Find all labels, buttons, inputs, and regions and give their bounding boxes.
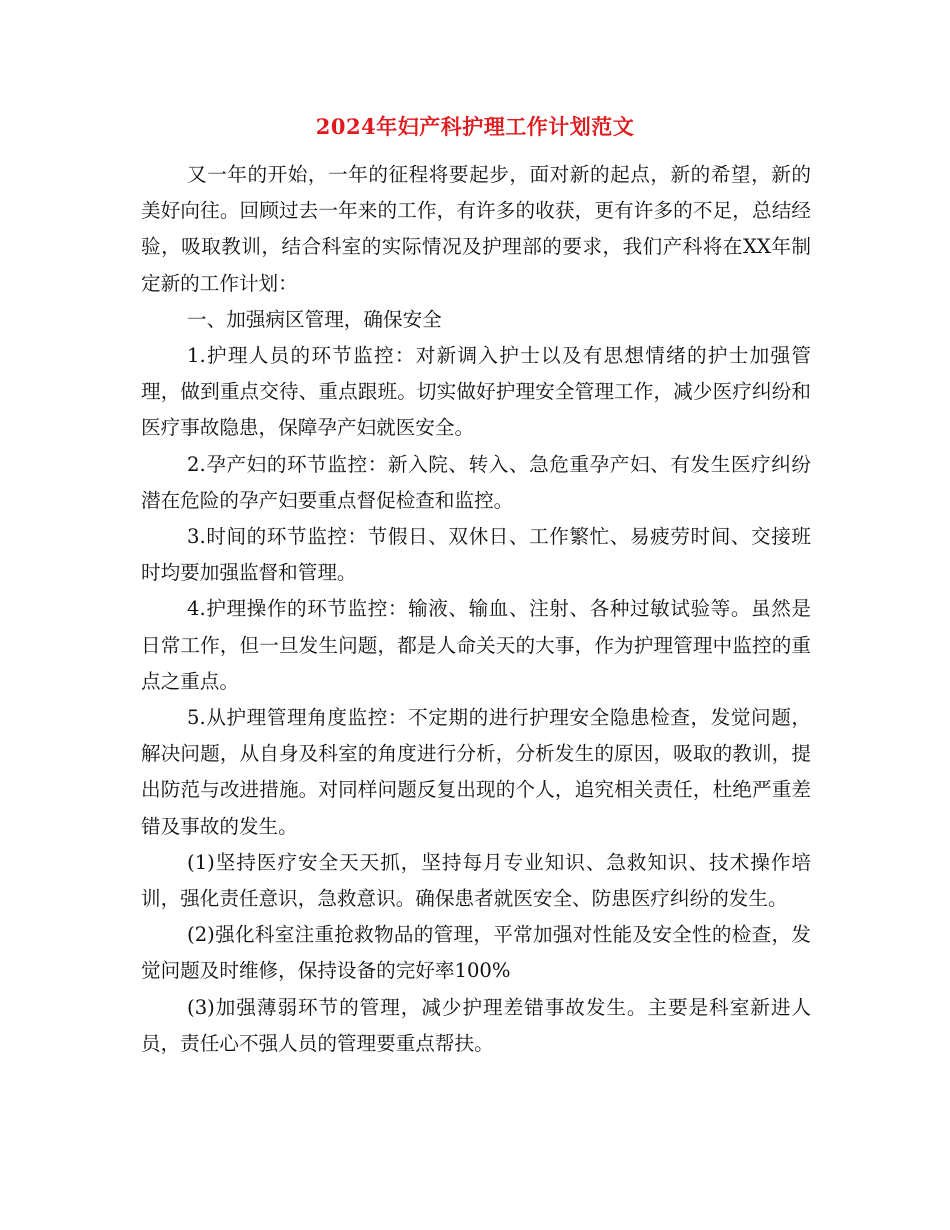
paragraph-item-5: 5.从护理管理角度监控：不定期的进行护理安全隐患检查，发觉问题，解决问题，从自身及科室的角度进行分析，分析发生的原因，吸取的教训，提出防范与改进措施。对同样问题反复出现的个人，追究相关责任，杜绝严重差错及事故的发生。: [141, 706, 811, 838]
paragraph-item-4: 4.护理操作的环节监控：输液、输血、注射、各种过敏试验等。虽然是日常工作，但一旦发生问题，都是人命关天的大事，作为护理管理中监控的重点之重点。: [141, 597, 811, 693]
paragraph-intro: 又一年的开始，一年的征程将要起步，面对新的起点，新的希望，新的美好向往。回顾过去一年来的工作，有许多的收获，更有许多的不足，总结经验，吸取教训，结合科室的实际情况及护理部的要求，我们产科将在XX年制定新的工作计划：: [141, 163, 811, 295]
document-title: 2024年妇产科护理工作计划范文: [315, 114, 635, 139]
paragraph-item-2: 2.孕产妇的环节监控：新入院、转入、急危重孕产妇、有发生医疗纠纷潜在危险的孕产妇要重点督促检查和监控。: [141, 452, 811, 512]
document-body: [141, 157, 811, 1062]
paragraph-item-1: 1.护理人员的环节监控：对新调入护士以及有思想情绪的护士加强管理，做到重点交待、重点跟班。切实做好护理安全管理工作，减少医疗纠纷和医疗事故隐患，保障孕产妇就医安全。: [141, 344, 811, 440]
paragraph-item-3: 3.时间的环节监控：节假日、双休日、工作繁忙、易疲劳时间、交接班时均要加强监督和管理。: [141, 525, 811, 585]
paragraph-subitem-2: (2)强化科室注重抢救物品的管理，平常加强对性能及安全性的检查，发觉问题及时维修，保持设备的完好率100%: [141, 923, 811, 983]
paragraph-subitem-1: (1)坚持医疗安全天天抓，坚持每月专业知识、急救知识、技术操作培训，强化责任意识，急救意识。确保患者就医安全、防患医疗纠纷的发生。: [141, 850, 811, 911]
section-heading-1: 一、加强病区管理，确保安全: [187, 307, 442, 331]
paragraph-subitem-3: (3)加强薄弱环节的管理，减少护理差错事故发生。主要是科室新进人员，责任心不强人员的管理要重点帮扶。: [141, 995, 811, 1055]
